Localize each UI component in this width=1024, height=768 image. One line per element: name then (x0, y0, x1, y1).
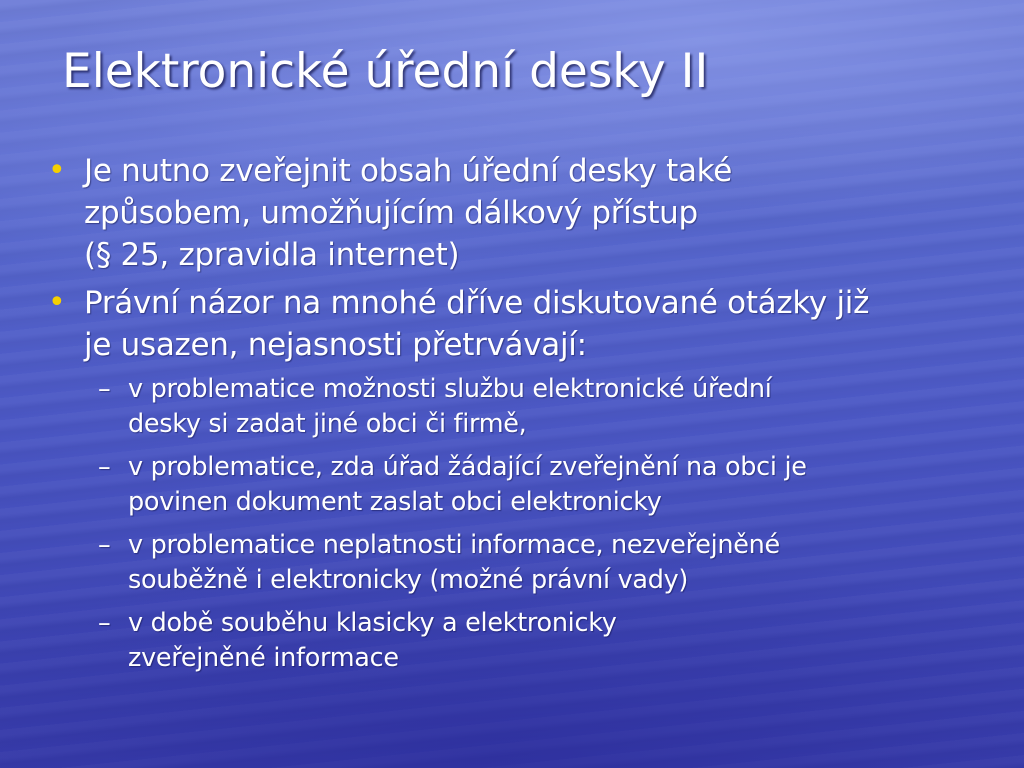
sub-bullet-text-line: v problematice neplatnosti informace, nezveřejněné (128, 530, 780, 560)
bullet-item (46, 282, 1006, 366)
bullet-item (46, 150, 1006, 276)
bullet-icon: • (48, 285, 66, 320)
sub-bullet-text-line: v době souběhu klasicky a elektronicky (128, 608, 617, 638)
sub-bullet-text-line: povinen dokument zaslat obci elektronicky (128, 487, 662, 517)
dash-icon: – (98, 374, 111, 404)
sub-bullet-text-line: v problematice, zda úřad žádající zveřejnění na obci je (128, 452, 807, 482)
slide-title: Elektronické úřední desky II (62, 44, 709, 99)
sub-bullet-text-line: souběžně i elektronicky (možné právní vady) (128, 565, 689, 595)
dash-icon: – (98, 452, 111, 482)
bullet-text-line: (§ 25, zpravidla internet) (84, 237, 460, 273)
sub-bullet-item (46, 606, 1006, 676)
sub-bullet-text-line: zveřejněné informace (128, 643, 399, 673)
bullet-text-line: Právní názor na mnohé dříve diskutované otázky již (84, 285, 870, 321)
sub-bullet-item (46, 528, 1006, 598)
sub-bullet-item (46, 450, 1006, 520)
dash-icon: – (98, 608, 111, 638)
bullet-text-line: způsobem, umožňujícím dálkový přístup (84, 195, 698, 231)
bullet-text-line: Je nutno zveřejnit obsah úřední desky také (84, 153, 732, 189)
sub-bullet-text-line: v problematice možnosti službu elektronické úřední (128, 374, 772, 404)
slide-content (46, 150, 1006, 684)
dash-icon: – (98, 530, 111, 560)
bullet-icon: • (48, 153, 66, 188)
sub-bullet-text-line: desky si zadat jiné obci či firmě, (128, 409, 527, 439)
sub-bullet-item (46, 372, 1006, 442)
bullet-text-line: je usazen, nejasnosti přetrvávají: (84, 327, 587, 363)
